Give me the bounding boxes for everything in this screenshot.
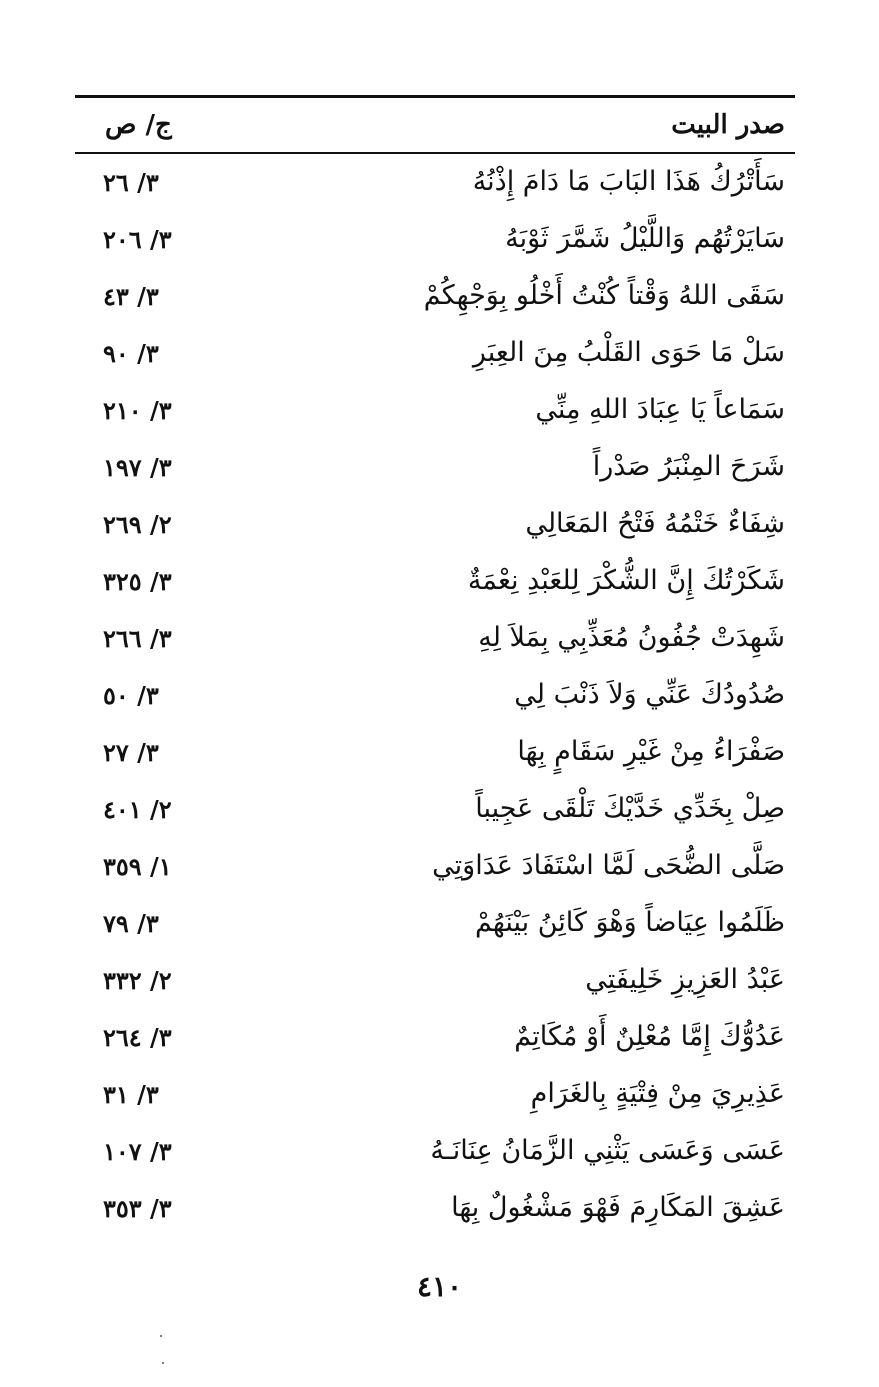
- table-row: [75, 272, 795, 329]
- table-row: [75, 1013, 795, 1070]
- verse-opening: سَمَاعاً يَا عِبَادَ اللهِ مِنِّي: [535, 394, 785, 425]
- table-row: [75, 443, 795, 500]
- speck-mark: [162, 1362, 164, 1364]
- verse-opening: صِلْ بِخَدِّي خَدَّيْكَ تَلْقَى عَجِيباً: [475, 793, 785, 824]
- volume-page-reference: ٣/ ٣١: [103, 1080, 159, 1109]
- volume-page-reference: ٢/ ٢٦٩: [103, 510, 172, 539]
- table-row: [75, 899, 795, 956]
- reference-column-header: ج/ ص: [105, 110, 172, 140]
- verse-opening: شِفَاءٌ خَتْمُهُ فَتْحُ المَعَالِي: [525, 508, 785, 539]
- speck-mark: [160, 1335, 162, 1337]
- verse-index-table: [75, 158, 795, 1241]
- volume-page-reference: ٣/ ٢٠٦: [103, 225, 172, 254]
- volume-page-reference: ٣/ ١٩٧: [103, 453, 172, 482]
- table-header-rule: [75, 152, 795, 154]
- verse-opening: صُدُودُكَ عَنِّي وَلاَ ذَنْبَ لِي: [514, 679, 785, 710]
- volume-page-reference: ١/ ٣٥٩: [103, 852, 172, 881]
- verse-opening: صَفْرَاءُ مِنْ غَيْرِ سَقَامٍ بِهَا: [517, 736, 785, 767]
- table-header: [75, 104, 795, 148]
- volume-page-reference: ٣/ ٣٥٣: [103, 1194, 172, 1223]
- volume-page-reference: ٣/ ٧٩: [103, 909, 159, 938]
- table-row: [75, 614, 795, 671]
- table-row: [75, 956, 795, 1013]
- table-row: [75, 500, 795, 557]
- volume-page-reference: ٢/ ٤٠١: [103, 795, 172, 824]
- verse-opening: عَبْدُ العَزِيزِ خَلِيفَتِي: [585, 964, 785, 995]
- table-row: [75, 785, 795, 842]
- table-row: [75, 671, 795, 728]
- page-number: ٤١٠: [416, 1270, 463, 1303]
- verse-opening: شَكَرْتُكَ إِنَّ الشُّكْرَ لِلعَبْدِ نِعْمَةٌ: [467, 565, 785, 596]
- volume-page-reference: ٣/ ٢٦: [103, 168, 159, 197]
- verse-opening: عَدُوُّكَ إِمَّا مُعْلِنٌ أَوْ مُكَاتِمٌ: [514, 1021, 785, 1052]
- table-row: [75, 728, 795, 785]
- verse-opening: عَشِقَ المَكَارِمَ فَهْوَ مَشْغُولٌ بِهَا: [451, 1192, 785, 1223]
- table-row: [75, 215, 795, 272]
- volume-page-reference: ٣/ ٣٢٥: [103, 567, 172, 596]
- volume-page-reference: ٣/ ٢٦٤: [103, 1023, 172, 1052]
- table-row: [75, 557, 795, 614]
- table-row: [75, 158, 795, 215]
- table-row: [75, 1127, 795, 1184]
- verse-opening: ظَلَمُوا عِيَاضاً وَهْوَ كَائِنُ بَيْنَهُمْ: [474, 907, 785, 938]
- verse-opening: شَرَحَ المِنْبَرُ صَدْراً: [592, 451, 785, 482]
- verse-opening: سَايَرْتُهُم وَاللَّيْلُ شَمَّرَ ثَوْبَهُ: [505, 223, 785, 254]
- verse-opening: سَقَى اللهُ وَقْتاً كُنْتُ أَخْلُو بِوَجْهِكُمْ: [423, 280, 785, 311]
- volume-page-reference: ٣/ ٩٠: [103, 339, 159, 368]
- table-row: [75, 329, 795, 386]
- table-row: [75, 1184, 795, 1241]
- volume-page-reference: ٣/ ٢٦٦: [103, 624, 172, 653]
- verse-opening: شَهِدَتْ جُفُونُ مُعَذِّبِي بِمَلاَ لِهِ: [478, 622, 785, 653]
- verse-opening: صَلَّى الضُّحَى لَمَّا اسْتَفَادَ عَدَاوَتِي: [432, 850, 785, 881]
- verse-opening: عَسَى وَعَسَى يَثْنِي الزَّمَانُ عِنَانَـهُ: [430, 1135, 785, 1166]
- verse-opening: سَأَتْرُكُ هَذَا البَابَ مَا دَامَ إِذْنُهُ: [472, 166, 785, 197]
- volume-page-reference: ٣/ ٢٧: [103, 738, 159, 767]
- verse-opening: سَلْ مَا حَوَى القَلْبُ مِنَ العِبَرِ: [472, 337, 785, 368]
- volume-page-reference: ٣/ ٢١٠: [103, 396, 172, 425]
- table-top-rule: [75, 95, 795, 98]
- volume-page-reference: ٢/ ٣٣٢: [103, 966, 172, 995]
- table-row: [75, 1070, 795, 1127]
- table-row: [75, 842, 795, 899]
- table-row: [75, 386, 795, 443]
- volume-page-reference: ٣/ ١٠٧: [103, 1137, 172, 1166]
- verse-column-header: صدر البيت: [671, 110, 785, 140]
- volume-page-reference: ٣/ ٤٣: [103, 282, 159, 311]
- volume-page-reference: ٣/ ٥٠: [103, 681, 159, 710]
- verse-opening: عَذِيرِيَ مِنْ فِتْيَةٍ بِالغَرَامِ: [530, 1078, 785, 1109]
